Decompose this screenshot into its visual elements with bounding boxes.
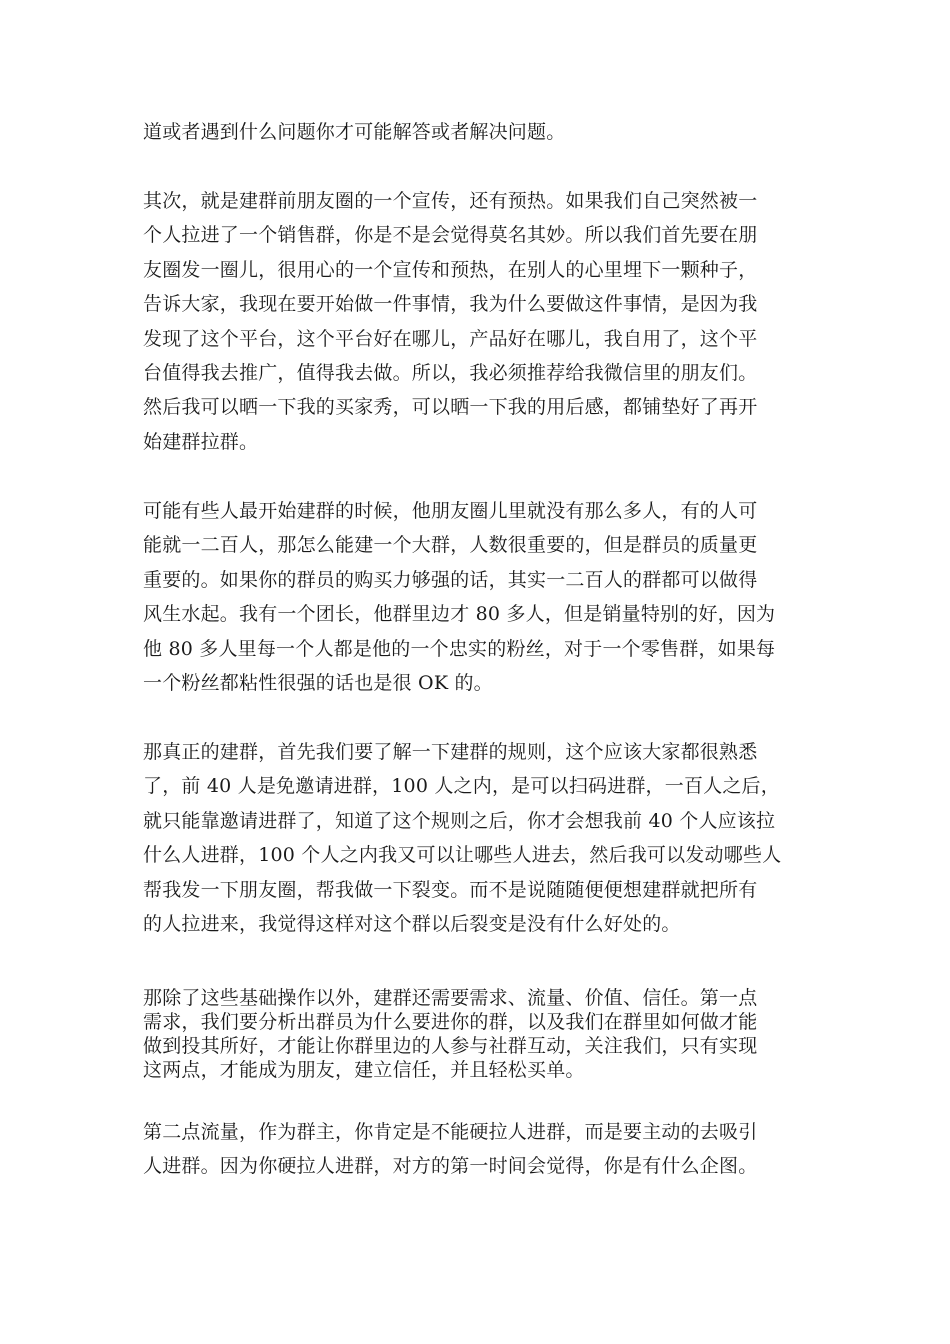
text-line: 告诉大家，我现在要开始做一件事情，我为什么要做这件事情，是因为我 xyxy=(143,293,758,316)
text-line: 他 80 多人里每一个人都是他的一个忠实的粉丝，对于一个零售群，如果每 xyxy=(143,637,776,660)
paragraph xyxy=(143,115,815,149)
text-line: 台值得我去推广，值得我去做。所以，我必须推荐给我微信里的朋友们。 xyxy=(143,362,758,385)
paragraph xyxy=(143,735,815,941)
text-line: 可能有些人最开始建群的时候，他朋友圈儿里就没有那么多人，有的人可 xyxy=(143,500,758,522)
paragraph xyxy=(143,1115,815,1184)
text-line: 做到投其所好，才能让你群里边的人参与社群互动，关注我们，只有实现 xyxy=(143,1035,758,1057)
text-line: 需求，我们要分析出群员为什么要进你的群，以及我们在群里如何做才能 xyxy=(143,1011,758,1033)
text-line: 什么人进群，100 个人之内我又可以让哪些人进去，然后我可以发动哪些人 xyxy=(143,844,782,867)
text-line: 友圈发一圈儿，很用心的一个宣传和预热，在别人的心里埋下一颗种子， xyxy=(143,258,758,281)
paragraph xyxy=(143,494,815,700)
text-line: 这两点，才能成为朋友，建立信任，并且轻松买单。 xyxy=(143,1059,585,1081)
text-line: 那真正的建群，首先我们要了解一下建群的规则，这个应该大家都很熟悉 xyxy=(143,741,758,763)
text-line: 帮我发一下朋友圈，帮我做一下裂变。而不是说随随便便想建群就把所有 xyxy=(143,878,758,901)
text-line: 风生水起。我有一个团长，他群里边才 80 多人，但是销量特别的好，因为 xyxy=(143,603,776,626)
text-line: 其次，就是建群前朋友圈的一个宣传，还有预热。如果我们自己突然被一 xyxy=(143,190,758,212)
text-line: 第二点流量，作为群主，你肯定是不能硬拉人进群，而是要主动的去吸引 xyxy=(143,1121,758,1143)
text-line: 那除了这些基础操作以外，建群还需要需求、流量、价值、信任。第一点 xyxy=(143,987,758,1009)
paragraph xyxy=(143,986,815,1082)
text-line: 能就一二百人，那怎么能建一个大群，人数很重要的，但是群员的质量更 xyxy=(143,534,758,557)
text-line: 的人拉进来，我觉得这样对这个群以后裂变是没有什么好处的。 xyxy=(143,913,681,936)
text-line: 发现了这个平台，这个平台好在哪儿，产品好在哪儿，我自用了，这个平 xyxy=(143,327,758,350)
text-line: 一个粉丝都粘性很强的话也是很 OK 的。 xyxy=(143,672,493,695)
text-line: 道或者遇到什么问题你才可能解答或者解决问题。 xyxy=(143,121,566,143)
text-line: 重要的。如果你的群员的购买力够强的话，其实一二百人的群都可以做得 xyxy=(143,568,758,591)
text-line: 了，前 40 人是免邀请进群，100 人之内，是可以扫码进群，一百人之后， xyxy=(143,775,780,798)
text-line: 就只能靠邀请进群了，知道了这个规则之后，你才会想我前 40 个人应该拉 xyxy=(143,809,776,832)
text-line: 人进群。因为你硬拉人进群，对方的第一时间会觉得，你是有什么企图。 xyxy=(143,1155,758,1178)
text-line: 始建群拉群。 xyxy=(143,430,259,453)
paragraph xyxy=(143,184,815,459)
text-line: 然后我可以晒一下我的买家秀，可以晒一下我的用后感，都铺垫好了再开 xyxy=(143,396,758,419)
text-line: 个人拉进了一个销售群，你是不是会觉得莫名其妙。所以我们首先要在朋 xyxy=(143,224,758,247)
